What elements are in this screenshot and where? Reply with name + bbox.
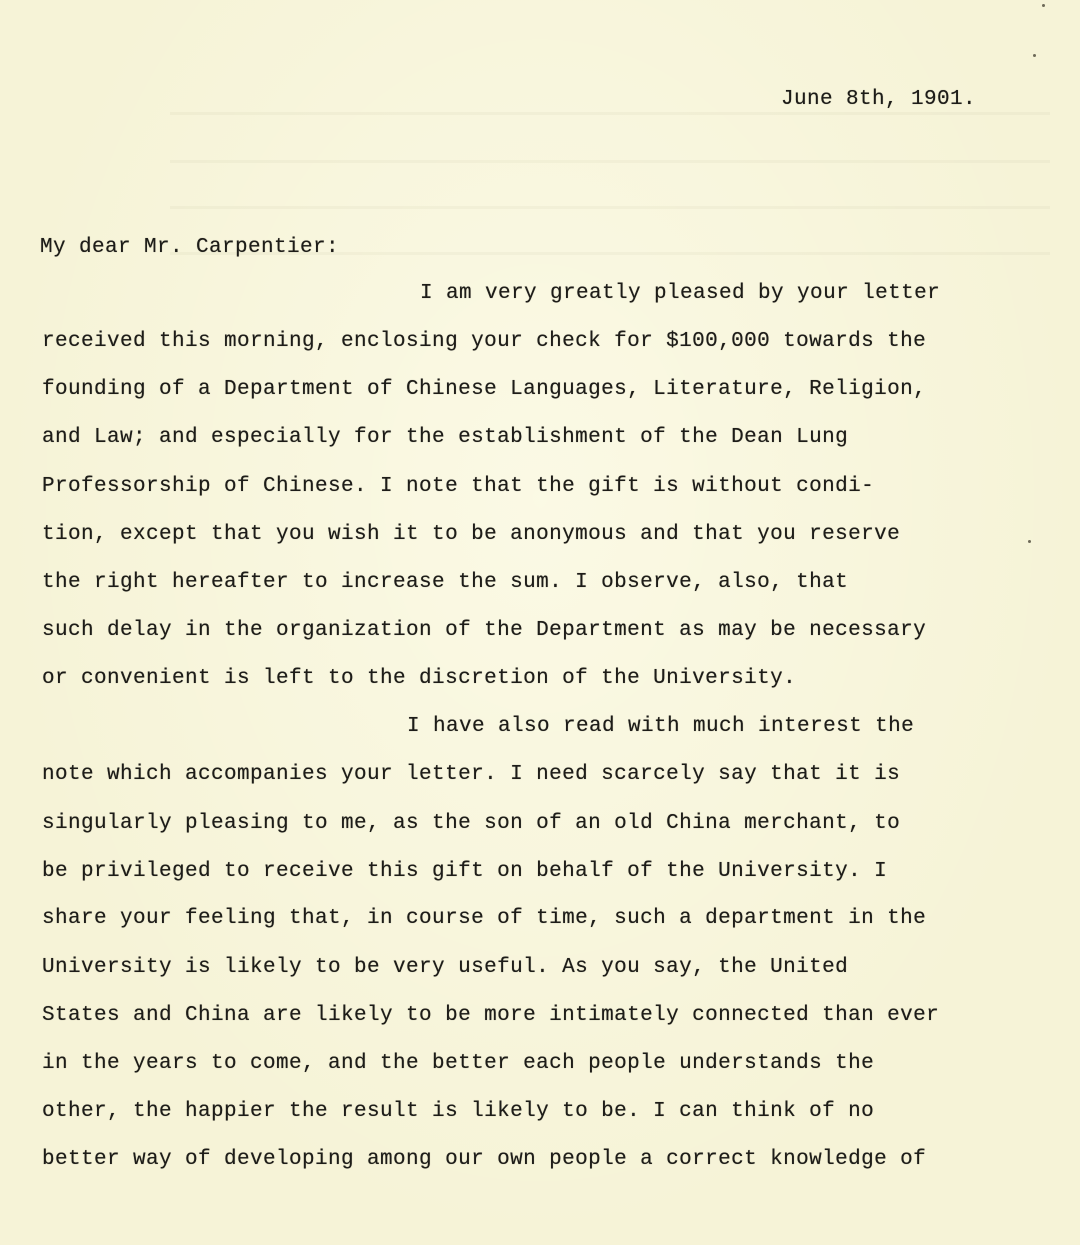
paper-speck: [1033, 54, 1036, 57]
paper-speck: [1028, 540, 1031, 543]
body-line: I have also read with much interest the: [407, 715, 915, 738]
body-line: States and China are likely to be more intimately connected than ever: [42, 1004, 940, 1027]
body-line: University is likely to be very useful. As you say, the United: [42, 956, 849, 979]
body-line: better way of developing among our own people a correct knowledge of: [42, 1148, 927, 1171]
body-line: Professorship of Chinese. I note that the gift is without condi-: [42, 475, 875, 498]
body-line: share your feeling that, in course of time, such a department in the: [42, 907, 927, 930]
body-line: such delay in the organization of the Department as may be necessary: [42, 619, 927, 642]
body-line: founding of a Department of Chinese Languages, Literature, Religion,: [42, 378, 927, 401]
body-line: other, the happier the result is likely to be. I can think of no: [42, 1100, 875, 1123]
body-line: the right hereafter to increase the sum. I observe, also, that: [42, 571, 849, 594]
body-line: and Law; and especially for the establishment of the Dean Lung: [42, 426, 849, 449]
body-line: singularly pleasing to me, as the son of an old China merchant, to: [42, 812, 901, 835]
paper-speck: [1042, 4, 1045, 7]
body-line: I am very greatly pleased by your letter: [420, 282, 941, 305]
body-line: tion, except that you wish it to be anonymous and that you reserve: [42, 523, 901, 546]
letter-salutation: My dear Mr. Carpentier:: [40, 236, 340, 259]
body-line: note which accompanies your letter. I need scarcely say that it is: [42, 763, 901, 786]
show-through-line: [170, 206, 1050, 209]
show-through-line: [170, 112, 1050, 115]
letter-date: June 8th, 1901.: [780, 88, 976, 111]
body-line: in the years to come, and the better each people understands the: [42, 1052, 875, 1075]
body-line: be privileged to receive this gift on behalf of the University. I: [42, 860, 888, 883]
body-line: or convenient is left to the discretion of the University.: [42, 667, 797, 690]
body-line: received this morning, enclosing your check for $100,000 towards the: [42, 330, 927, 353]
show-through-line: [170, 160, 1050, 163]
